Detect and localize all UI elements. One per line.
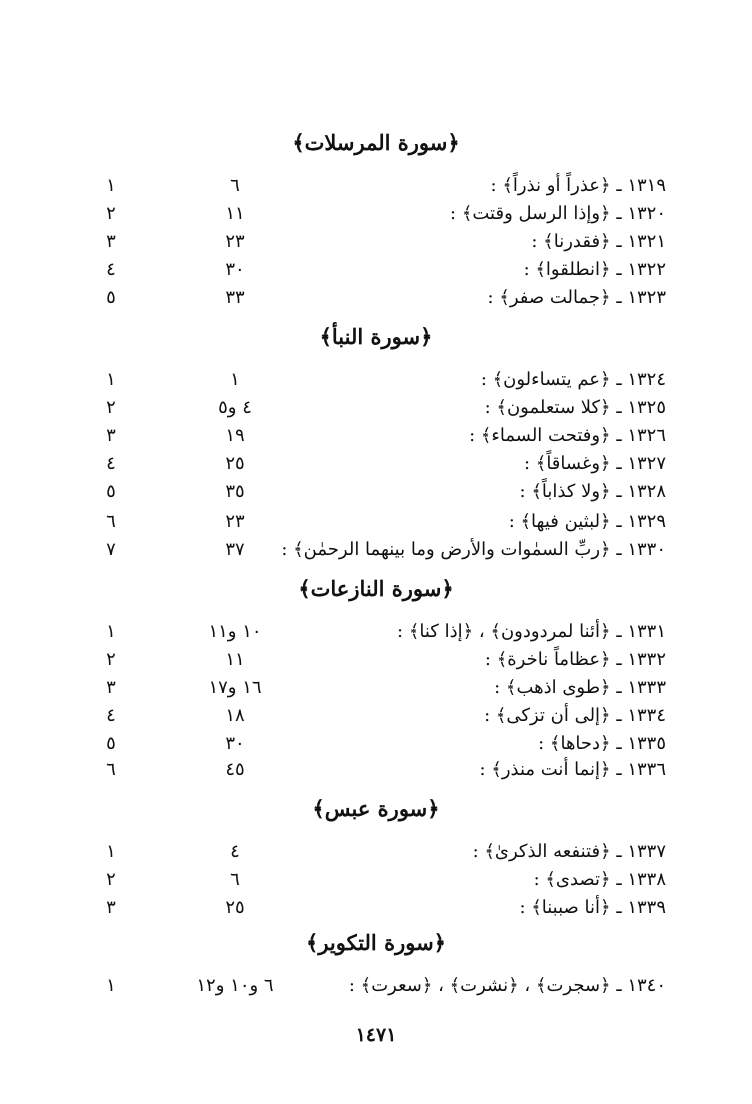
entry-text: ١٣٢٦ ـ ﴿وفتحت السماء﴾ :	[469, 425, 666, 446]
verse-number: ١٦ و١٧	[208, 677, 262, 698]
order-number: ٣	[106, 677, 116, 698]
order-number: ٣	[106, 897, 116, 918]
entry-row	[0, 646, 752, 674]
order-number: ٣	[106, 425, 116, 446]
entry-text: ١٣٣٤ ـ ﴿إلى أن تزكى﴾ :	[484, 705, 666, 726]
order-number: ٥	[106, 287, 116, 308]
entry-row	[0, 284, 752, 312]
entry-row	[0, 508, 752, 536]
verse-number: ١٩	[225, 425, 245, 446]
verse-number: ٤	[230, 841, 240, 862]
verse-number: ٢٥	[225, 897, 245, 918]
verse-number: ٤٥	[225, 759, 245, 780]
entry-text: ١٣٣٠ ـ ﴿ربِّ السمٰوات والأرض وما بينهما الرحمٰن﴾ :	[281, 539, 666, 560]
section-title-an-naziat: ﴿سورة النازعات﴾	[298, 576, 454, 601]
page-number: ١٤٧١	[355, 1024, 397, 1046]
order-number: ١	[106, 369, 116, 390]
entry-text: ١٣٢٥ ـ ﴿كلا ستعلمون﴾ :	[484, 397, 666, 418]
verse-number: ٣٠	[225, 259, 245, 280]
order-number: ١	[106, 175, 116, 196]
order-number: ١	[106, 841, 116, 862]
entry-text: ١٣٣٦ ـ ﴿إنما أنت منذر﴾ :	[479, 759, 666, 780]
entry-row	[0, 200, 752, 228]
section-title-abasa: ﴿سورة عبس﴾	[312, 796, 440, 821]
order-number: ١	[106, 621, 116, 642]
entry-text: ١٣٢٤ ـ ﴿عم يتساءلون﴾ :	[480, 369, 666, 390]
order-number: ٦	[106, 759, 116, 780]
verse-number: ٢٣	[225, 511, 245, 532]
entry-row	[0, 894, 752, 922]
order-number: ٦	[106, 511, 116, 532]
entry-text: ١٣٢٢ ـ ﴿انطلقوا﴾ :	[523, 259, 666, 280]
order-number: ٥	[106, 481, 116, 502]
order-number: ٣	[106, 231, 116, 252]
verse-number: ١٠ و١١	[208, 621, 262, 642]
verse-number: ٢٣	[225, 231, 245, 252]
entry-row	[0, 972, 752, 1000]
entry-text: ١٣٢٩ ـ ﴿لبثين فيها﴾ :	[508, 511, 666, 532]
order-number: ٢	[106, 203, 116, 224]
entry-row	[0, 422, 752, 450]
verse-number: ٦	[230, 869, 240, 890]
verse-number: ٣٠	[225, 733, 245, 754]
verse-number: ٦	[230, 175, 240, 196]
entry-text: ١٣٢٨ ـ ﴿ولا كذاباً﴾ :	[519, 481, 666, 502]
entry-row	[0, 866, 752, 894]
entry-row	[0, 256, 752, 284]
section-title-an-naba: ﴿سورة النبأ﴾	[319, 324, 433, 349]
entry-row	[0, 366, 752, 394]
verse-number: ١	[230, 369, 240, 390]
order-number: ٤	[106, 705, 116, 726]
section-title-al-mursalat: ﴿سورة المرسلات﴾	[292, 130, 460, 155]
order-number: ٤	[106, 453, 116, 474]
entry-text: ١٣٣٨ ـ ﴿تصدى﴾ :	[533, 869, 666, 890]
entry-text: ١٣٤٠ ـ ﴿سجرت﴾ ، ﴿نشرت﴾ ، ﴿سعرت﴾ :	[348, 975, 666, 996]
entry-row	[0, 394, 752, 422]
entry-text: ١٣٣٥ ـ ﴿دحاها﴾ :	[538, 733, 666, 754]
entry-text: ١٣٢٧ ـ ﴿وغساقاً﴾ :	[523, 453, 666, 474]
entry-row	[0, 478, 752, 506]
entry-row	[0, 618, 752, 646]
entry-row	[0, 730, 752, 758]
entry-text: ١٣٢٣ ـ ﴿جمالت صفر﴾ :	[487, 287, 666, 308]
entry-text: ١٣١٩ ـ ﴿عذراً أو نذراً﴾ :	[490, 175, 666, 196]
verse-number: ٢٥	[225, 453, 245, 474]
entry-text: ١٣٣٧ ـ ﴿فتنفعه الذكرىٰ﴾ :	[472, 841, 666, 862]
entry-text: ١٣٣١ ـ ﴿أئنا لمردودون﴾ ، ﴿إذا كنا﴾ :	[397, 621, 666, 642]
entry-row	[0, 838, 752, 866]
entry-row	[0, 702, 752, 730]
order-number: ٤	[106, 259, 116, 280]
entry-text: ١٣٣٢ ـ ﴿عظاماً ناخرة﴾ :	[484, 649, 666, 670]
verse-number: ١١	[225, 203, 245, 224]
order-number: ٧	[106, 539, 116, 560]
verse-number: ١١	[225, 649, 245, 670]
verse-number: ٦ و١٠ و١٢	[196, 975, 274, 996]
order-number: ٢	[106, 649, 116, 670]
entry-text: ١٣٢٠ ـ ﴿وإذا الرسل وقتت﴾ :	[450, 203, 666, 224]
verse-number: ٤ و٥	[218, 397, 252, 418]
entry-row	[0, 536, 752, 564]
section-title-at-takwir: ﴿سورة التكوير﴾	[306, 930, 446, 955]
entry-row	[0, 756, 752, 784]
order-number: ١	[106, 975, 116, 996]
entry-row	[0, 450, 752, 478]
entry-text: ١٣٣٣ ـ ﴿طوى اذهب﴾ :	[494, 677, 666, 698]
verse-number: ٣٣	[225, 287, 245, 308]
verse-number: ١٨	[225, 705, 245, 726]
verse-number: ٣٧	[225, 539, 245, 560]
entry-row	[0, 228, 752, 256]
verse-number: ٣٥	[225, 481, 245, 502]
order-number: ٢	[106, 869, 116, 890]
entry-row	[0, 674, 752, 702]
order-number: ٢	[106, 397, 116, 418]
entry-text: ١٣٣٩ ـ ﴿أنا صببنا﴾ :	[519, 897, 666, 918]
entry-row	[0, 172, 752, 200]
entry-text: ١٣٢١ ـ ﴿فقدرنا﴾ :	[531, 231, 666, 252]
order-number: ٥	[106, 733, 116, 754]
